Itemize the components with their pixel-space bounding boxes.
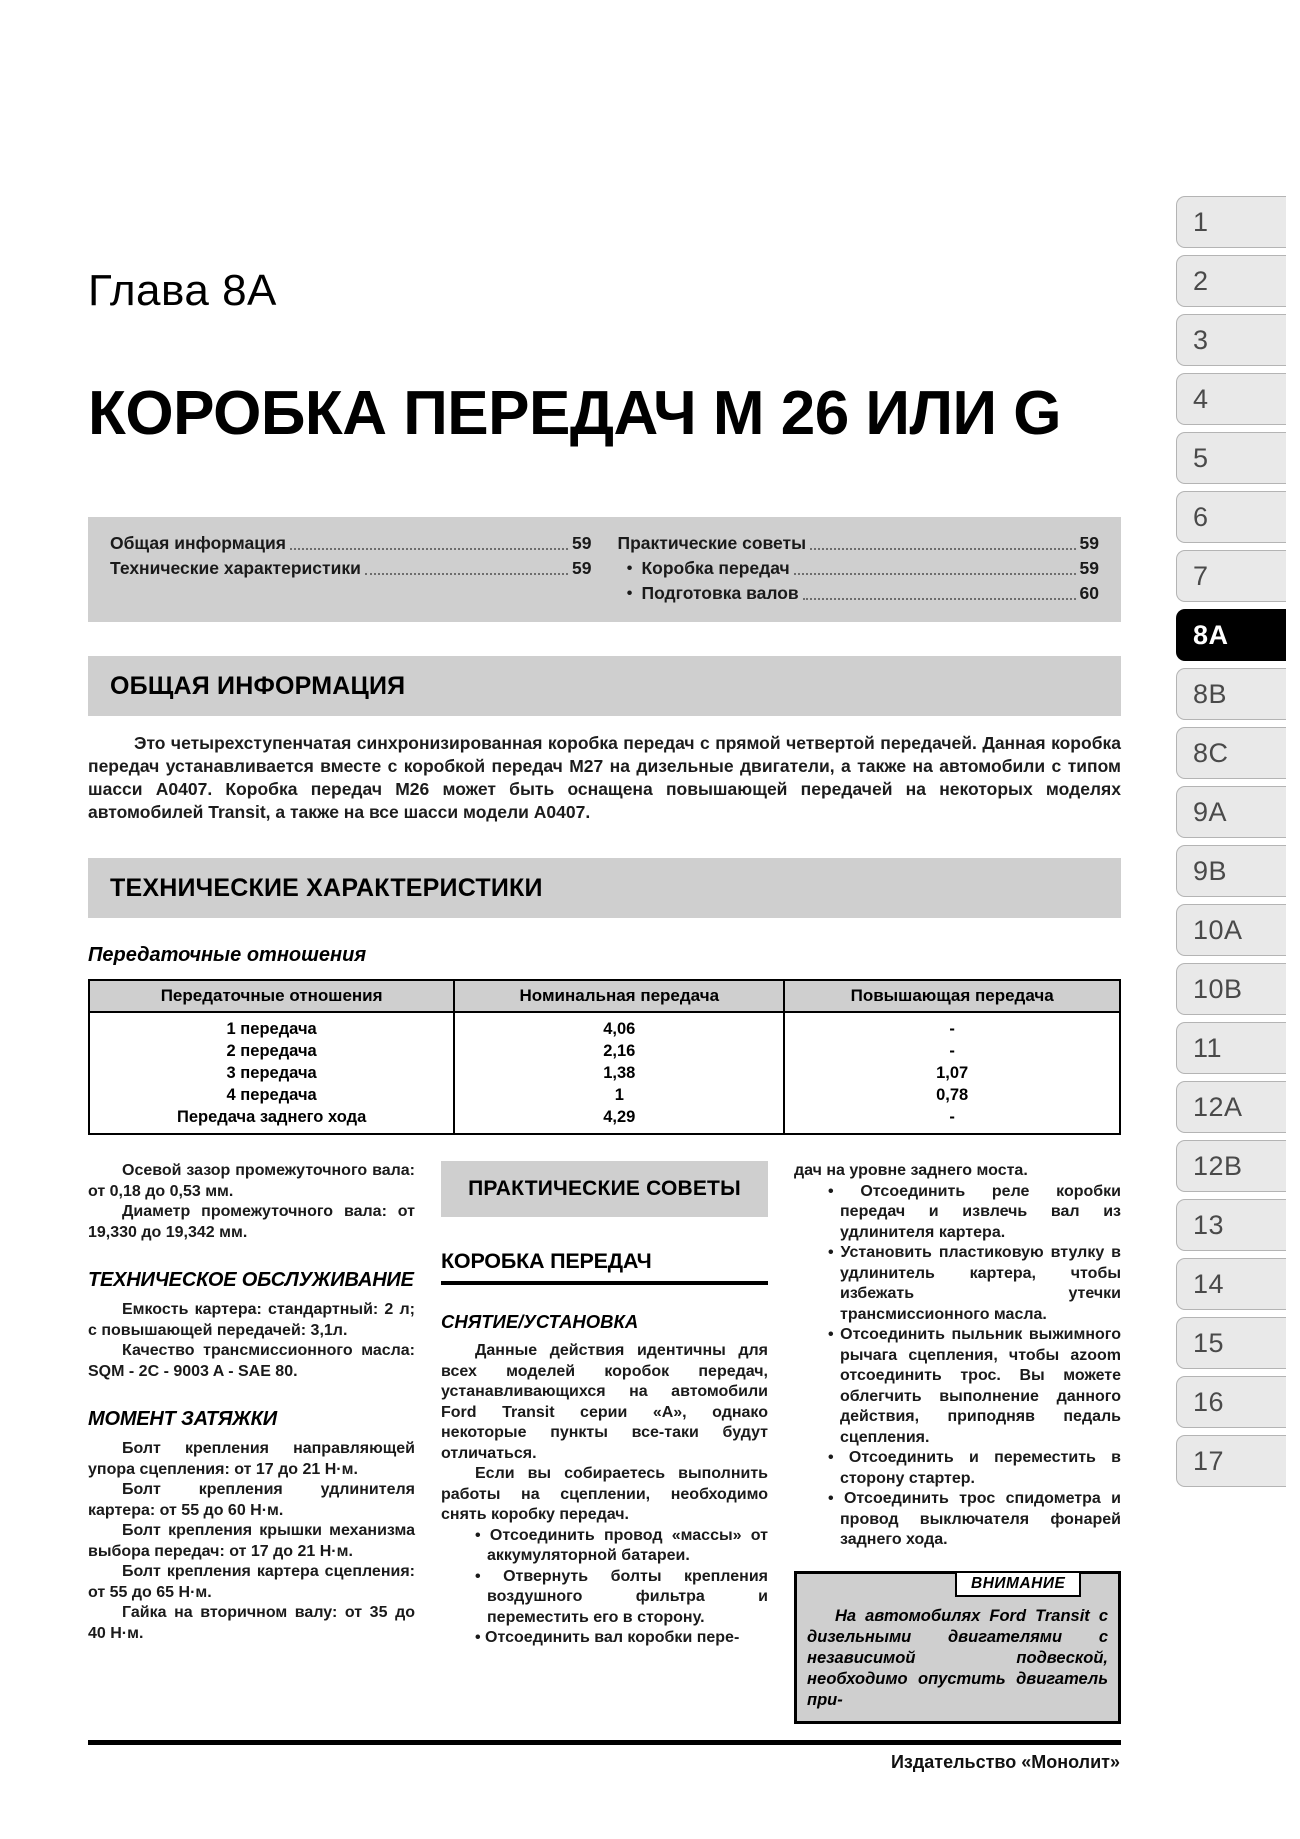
shaft-diameter-text: Диаметр промежуточного вала: от 19,330 до 19,342 мм.: [88, 1203, 415, 1241]
toc-entry[interactable]: [618, 531, 1100, 556]
footer-divider: [88, 1740, 1121, 1745]
warning-box: [794, 1571, 1121, 1724]
subsection-gearbox: КОРОБКА ПЕРЕДАЧ: [441, 1249, 768, 1285]
toc-entry-label: Подготовка валов: [641, 583, 799, 603]
table-of-contents: [88, 517, 1121, 622]
torque-item-1: Болт крепления направляющей упора сцепления: от 17 до 21 Н·м.: [88, 1440, 415, 1478]
table-cell: 2 передача: [89, 1040, 454, 1062]
toc-leader-dots: [810, 548, 1075, 550]
continued-text: дач на уровне заднего моста.: [794, 1162, 1028, 1179]
toc-leader-dots: [794, 573, 1076, 575]
chapter-tab-label: 11: [1193, 1032, 1223, 1063]
general-info-paragraph: Это четырехступенчатая синхронизированная коробка передач с прямой четвертой передачей. Данная коробка передач устанавливается вместе с коробкой передач M27 на дизельные двигатели, а также на автомобили с типом шасси A0407. Коробка передач М26 может быть оснащена повышающей передачей на некоторых моделях автомобилей Transit, а также на все шасси модели A0407.: [88, 733, 1121, 822]
ratios-subheading: Передаточные отношения: [88, 944, 367, 966]
removal-paragraph-2: Если вы собираетесь выполнить работы на сцеплении, необходимо снять коробку передач.: [441, 1465, 768, 1523]
removal-paragraph-1: Данные действия идентичны для всех моделей коробок передач, устанавливающихся на автомобили Ford Transit серии «А», однако некоторые пункты все-таки будут отличаться.: [441, 1342, 768, 1462]
chapter-tab-8a[interactable]: [1176, 609, 1286, 661]
table-cell: 4 передача: [89, 1084, 454, 1106]
chapter-tab-5[interactable]: [1176, 432, 1286, 484]
chapter-tab-label: 12A: [1193, 1091, 1243, 1122]
axial-clearance-text: Осевой зазор промежуточного вала: от 0,18 до 0,53 мм.: [88, 1162, 415, 1200]
table-row: [89, 1040, 1120, 1062]
section-header-general-info: ОБЩАЯ ИНФОРМАЦИЯ: [88, 656, 1121, 716]
chapter-tab-label: 8A: [1193, 619, 1229, 650]
torque-item-3: Болт крепления крышки механизма выбора передач: от 17 до 21 Н·м.: [88, 1522, 415, 1560]
toc-entry[interactable]: [110, 556, 592, 581]
warning-text: На автомобилях Ford Transit с дизельными двигателями с независимой подвеской, необходимо опустить двигатель при-: [807, 1606, 1108, 1709]
removal-step-4: • Отсоединить реле коробки передач и извлечь вал из удлинителя картера.: [794, 1182, 1121, 1244]
column-left: [88, 1161, 415, 1724]
toc-entry[interactable]: [618, 556, 1100, 581]
toc-leader-dots: [803, 598, 1076, 600]
page-title: КОРОБКА ПЕРЕДАЧ М 26 ИЛИ G: [88, 379, 1062, 448]
chapter-tab-4[interactable]: [1176, 373, 1286, 425]
body-columns: [88, 1161, 1121, 1724]
removal-step-5: • Установить пластиковую втулку в удлинитель картера, чтобы избежать утечки трансмиссионного масла.: [794, 1243, 1121, 1325]
oil-quality-text: Качество трансмиссионного масла: SQM - 2C - 9003 A - SAE 80.: [88, 1342, 415, 1380]
chapter-tab-label: 8B: [1193, 678, 1228, 709]
chapter-tab-14[interactable]: [1176, 1258, 1286, 1310]
toc-entry[interactable]: [618, 581, 1100, 606]
chapter-tab-12b[interactable]: [1176, 1140, 1286, 1192]
chapter-tab-label: 13: [1193, 1209, 1225, 1240]
torque-heading: МОМЕНТ ЗАТЯЖКИ: [88, 1408, 277, 1430]
chapter-tab-9a[interactable]: [1176, 786, 1286, 838]
toc-entry-page: 59: [572, 533, 592, 553]
chapter-tab-11[interactable]: [1176, 1022, 1286, 1074]
torque-item-4: Болт крепления картера сцепления: от 55 до 65 Н·м.: [88, 1563, 415, 1601]
torque-item-2: Болт крепления удлинителя картера: от 55 до 60 Н·м.: [88, 1481, 415, 1519]
toc-column-right: [618, 531, 1100, 606]
chapter-label: Глава 8А: [88, 266, 277, 315]
table-cell: 1,07: [784, 1062, 1120, 1084]
chapter-tab-17[interactable]: [1176, 1435, 1286, 1487]
toc-leader-dots: [365, 573, 568, 575]
table-row: [89, 1106, 1120, 1134]
table-header-row: [89, 980, 1120, 1012]
table-cell: 2,16: [454, 1040, 784, 1062]
chapter-tab-label: 6: [1193, 501, 1209, 532]
chapter-tab-10a[interactable]: [1176, 904, 1286, 956]
bullet-icon: •: [626, 560, 633, 577]
section-header-tech-spec: ТЕХНИЧЕСКИЕ ХАРАКТЕРИСТИКИ: [88, 858, 1121, 918]
table-cell: 1: [454, 1084, 784, 1106]
chapter-tab-12a[interactable]: [1176, 1081, 1286, 1133]
toc-entry-page: 59: [1079, 558, 1099, 578]
toc-entry-label: Общая информация: [110, 533, 286, 553]
page-content: [88, 0, 1164, 1724]
chapter-tab-1[interactable]: [1176, 196, 1286, 248]
chapter-tab-7[interactable]: [1176, 550, 1286, 602]
toc-entry-label: Практические советы: [617, 533, 807, 553]
removal-step-1: • Отсоединить провод «массы» от аккумуляторной батареи.: [441, 1526, 768, 1567]
table-cell: 1,38: [454, 1062, 784, 1084]
gear-ratios-table: [88, 979, 1121, 1135]
table-cell: -: [784, 1040, 1120, 1062]
toc-leader-dots: [290, 548, 568, 550]
table-cell: Передача заднего хода: [89, 1106, 454, 1134]
chapter-tab-8c[interactable]: [1176, 727, 1286, 779]
chapter-tab-8b[interactable]: [1176, 668, 1286, 720]
toc-column-left: [110, 531, 592, 606]
chapter-tab-label: 10B: [1193, 973, 1243, 1004]
subsection-removal-install: СНЯТИЕ/УСТАНОВКА: [441, 1311, 639, 1332]
bullet-icon: •: [626, 585, 633, 602]
toc-entry-label: Коробка передач: [641, 558, 790, 578]
toc-entry[interactable]: [110, 531, 592, 556]
chapter-tab-rail: [1176, 196, 1286, 1487]
chapter-tab-label: 10A: [1193, 914, 1243, 945]
toc-entry-page: 60: [1079, 583, 1099, 603]
chapter-tab-label: 14: [1193, 1268, 1225, 1299]
chapter-tab-label: 3: [1193, 324, 1209, 355]
toc-entry-page: 59: [1079, 533, 1099, 553]
chapter-tab-16[interactable]: [1176, 1376, 1286, 1428]
removal-step-8: • Отсоединить трос спидометра и провод выключателя фонарей заднего хода.: [794, 1489, 1121, 1551]
removal-step-3: • Отсоединить вал коробки пере-: [441, 1628, 768, 1649]
table-cell: 4,29: [454, 1106, 784, 1134]
chapter-tab-10b[interactable]: [1176, 963, 1286, 1015]
table-row: [89, 1084, 1120, 1106]
chapter-tab-label: 7: [1193, 560, 1209, 591]
chapter-tab-label: 12B: [1193, 1150, 1243, 1181]
toc-entry-page: 59: [572, 558, 592, 578]
warning-badge: ВНИМАНИЕ: [955, 1571, 1081, 1597]
chapter-tab-2[interactable]: [1176, 255, 1286, 307]
chapter-tab-label: 4: [1193, 383, 1209, 414]
chapter-tab-13[interactable]: [1176, 1199, 1286, 1251]
removal-step-7: • Отсоединить и переместить в сторону стартер.: [794, 1448, 1121, 1489]
table-cell: 3 передача: [89, 1062, 454, 1084]
chapter-tab-label: 1: [1193, 206, 1209, 237]
column-right: [794, 1161, 1121, 1724]
removal-step-2: • Отвернуть болты крепления воздушного фильтра и переместить его в сторону.: [441, 1567, 768, 1629]
chapter-tab-15[interactable]: [1176, 1317, 1286, 1369]
chapter-tab-9b[interactable]: [1176, 845, 1286, 897]
case-capacity-text: Емкость картера: стандартный: 2 л; с повышающей передачей: 3,1л.: [88, 1301, 415, 1339]
table-cell: 1 передача: [89, 1012, 454, 1040]
maintenance-heading: ТЕХНИЧЕСКОЕ ОБСЛУЖИВАНИЕ: [88, 1269, 414, 1291]
chapter-tab-label: 9A: [1193, 796, 1228, 827]
table-cell: -: [784, 1106, 1120, 1134]
table-cell: -: [784, 1012, 1120, 1040]
table-column-header: Повышающая передача: [784, 980, 1120, 1012]
table-cell: 0,78: [784, 1084, 1120, 1106]
table-row: [89, 1012, 1120, 1040]
table-row: [89, 1062, 1120, 1084]
table-column-header: Передаточные отношения: [89, 980, 454, 1012]
chapter-tab-label: 15: [1193, 1327, 1225, 1358]
torque-item-5: Гайка на вторичном валу: от 35 до 40 Н·м.: [88, 1604, 415, 1642]
chapter-tab-label: 5: [1193, 442, 1209, 473]
removal-step-6: • Отсоединить пыльник выжимного рычага сцепления, чтобы azoom отсоединить трос. Вы можете облегчить выполнение данного действия, приподняв педаль сцепления.: [794, 1325, 1121, 1448]
chapter-tab-label: 9B: [1193, 855, 1228, 886]
chapter-tab-label: 8C: [1193, 737, 1229, 768]
column-middle: [441, 1161, 768, 1724]
chapter-tab-label: 17: [1193, 1445, 1225, 1476]
chapter-tab-label: 2: [1193, 265, 1209, 296]
publisher-imprint: Издательство «Монолит»: [890, 1752, 1120, 1772]
chapter-tab-6[interactable]: [1176, 491, 1286, 543]
chapter-tab-3[interactable]: [1176, 314, 1286, 366]
toc-entry-label: Технические характеристики: [110, 558, 361, 578]
chapter-tab-label: 16: [1193, 1386, 1225, 1417]
table-cell: 4,06: [454, 1012, 784, 1040]
section-header-practical-advice: ПРАКТИЧЕСКИЕ СОВЕТЫ: [441, 1161, 768, 1217]
table-column-header: Номинальная передача: [454, 980, 784, 1012]
